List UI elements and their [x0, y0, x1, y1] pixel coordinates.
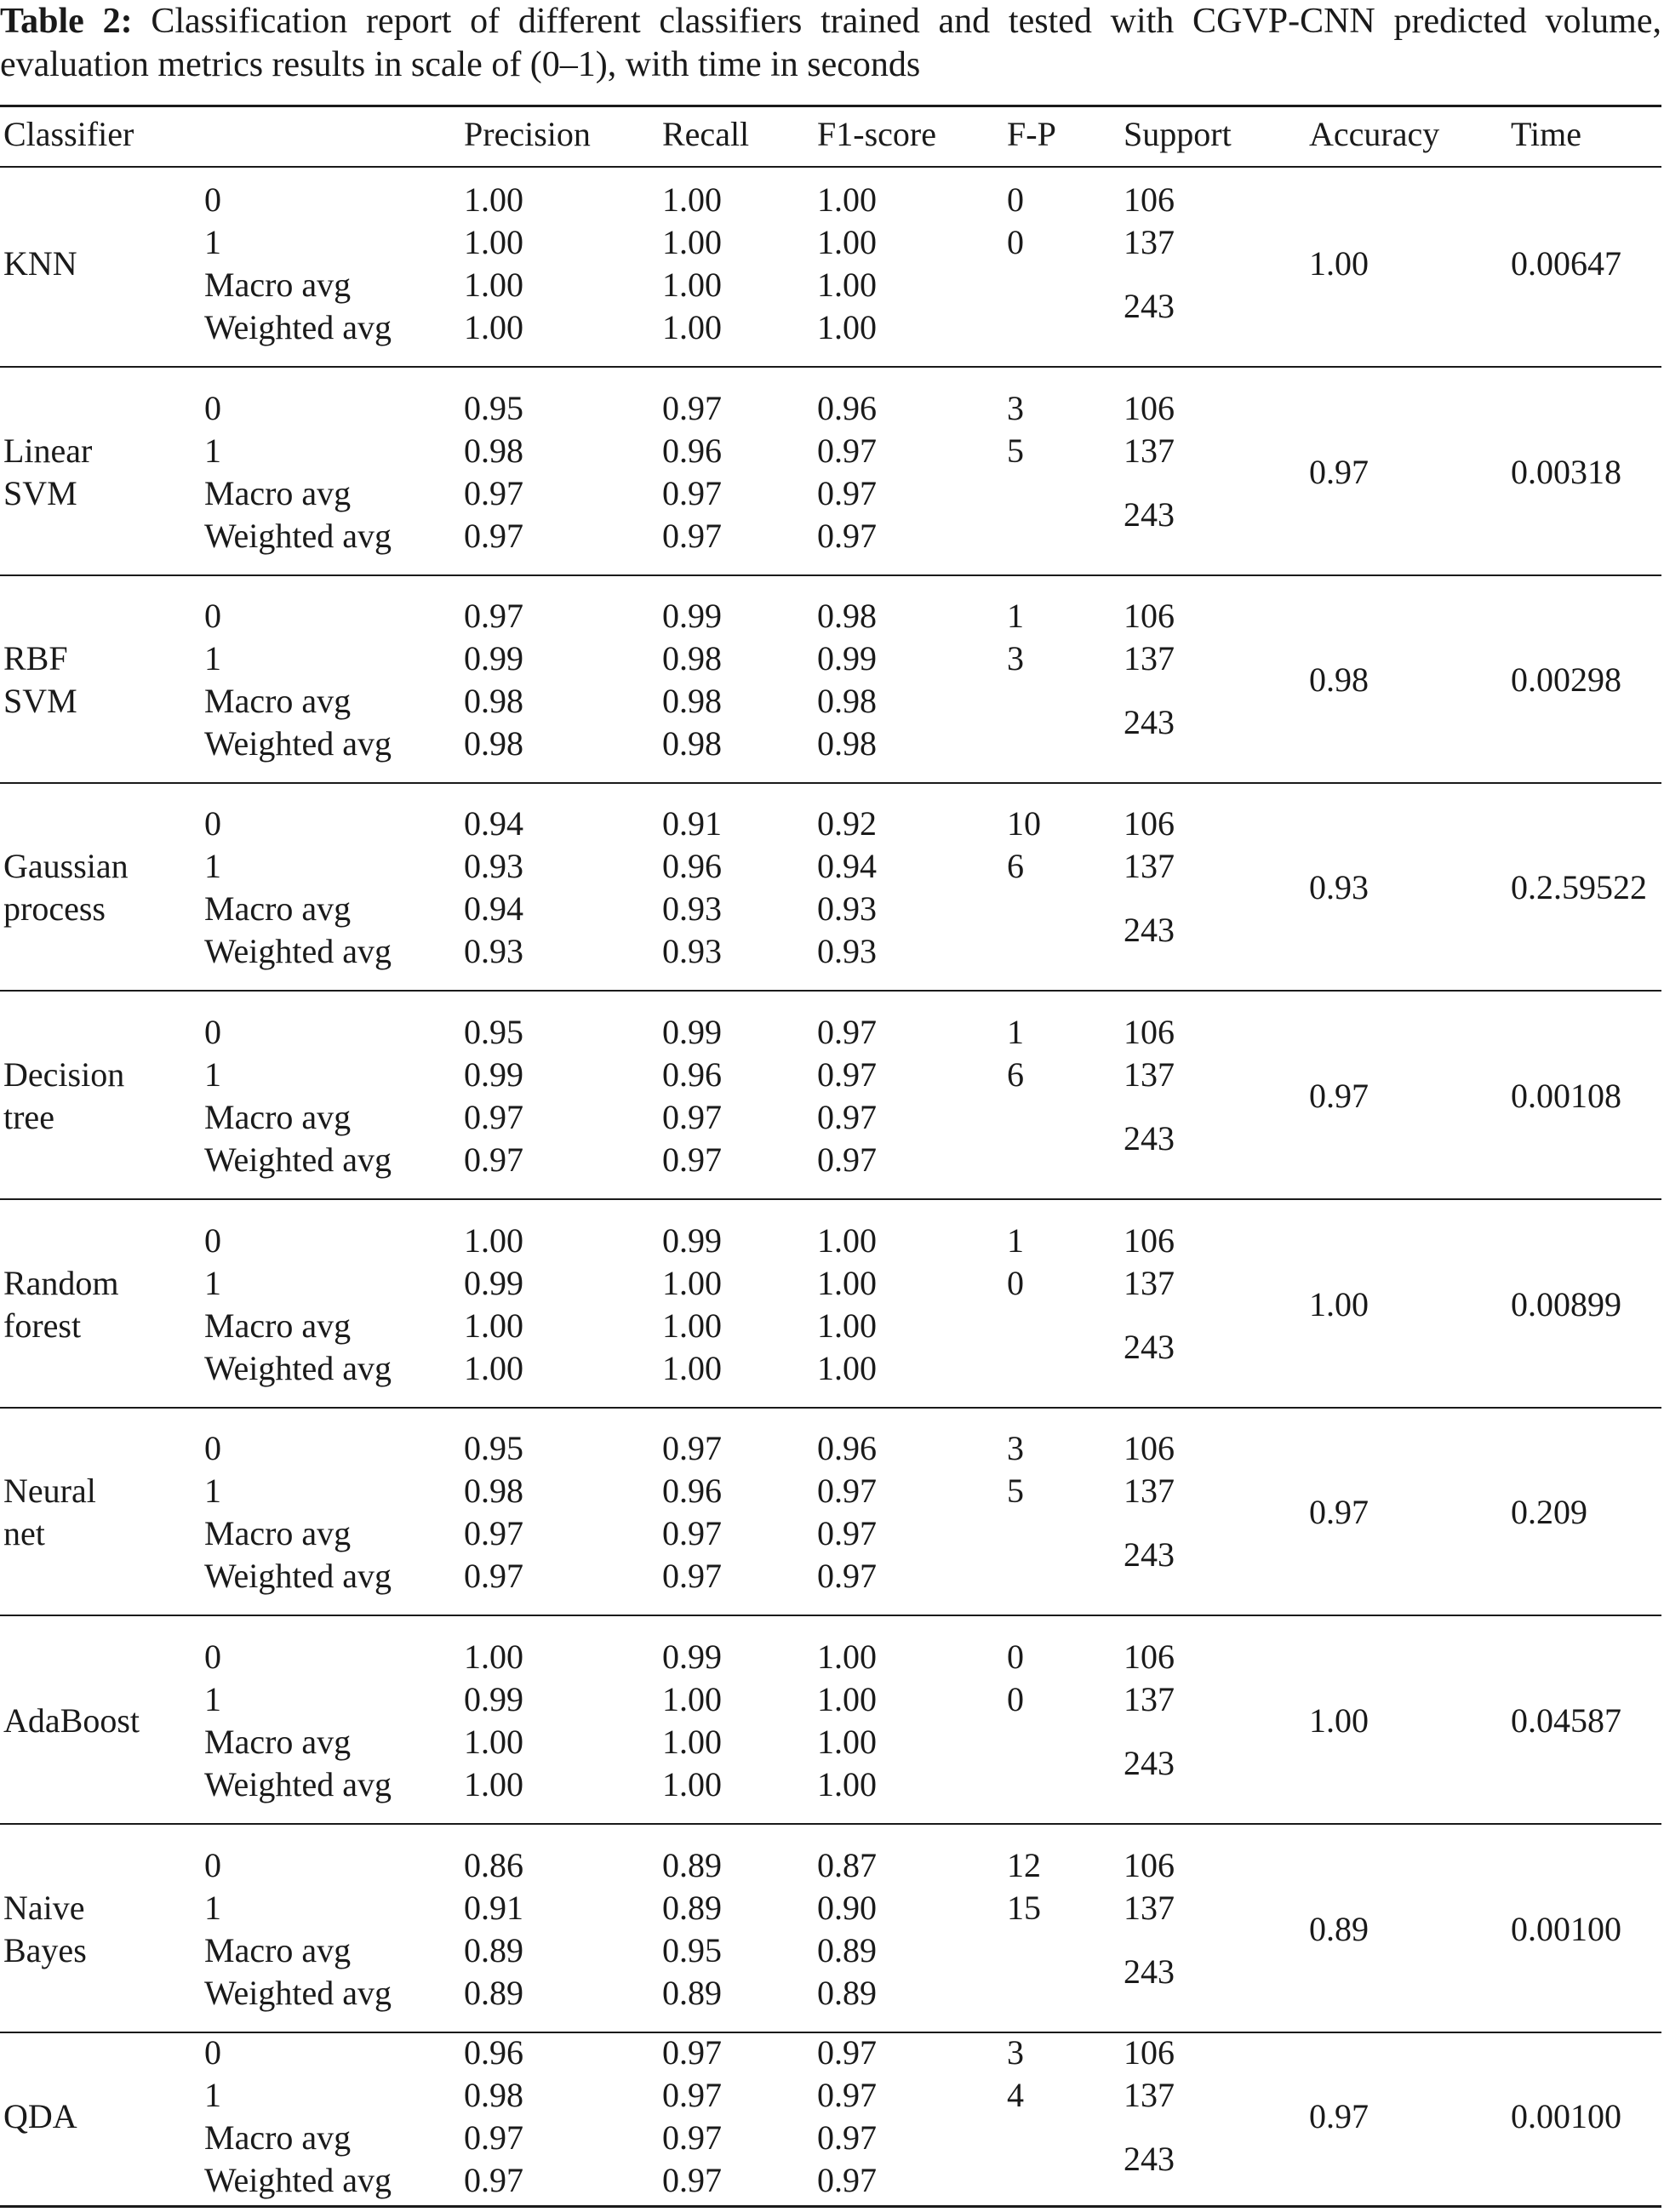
- classifier-name: tree: [3, 1098, 54, 1136]
- class-1-precision-cell: 0.91: [464, 1889, 523, 1927]
- avg-support-cell: 243: [1124, 703, 1175, 741]
- class-0-recall-cell: 0.99: [662, 1013, 722, 1051]
- class-1-f1-cell: 0.90: [817, 1889, 877, 1927]
- class-1-precision-cell: 0.99: [464, 639, 523, 677]
- class-0-support-cell: 106: [1124, 1013, 1175, 1051]
- block-separator-rule: [0, 782, 1661, 784]
- weighted-avg-class-cell: Weighted avg: [204, 1557, 392, 1595]
- macro-avg-recall-cell: 1.00: [662, 1723, 722, 1761]
- class-1-f1-cell: 0.97: [817, 1055, 877, 1094]
- avg-support-cell: 243: [1124, 2140, 1175, 2178]
- class-1-support-cell: 137: [1124, 432, 1175, 470]
- class-1-class-cell: 1: [204, 847, 221, 885]
- header-classifier: Classifier: [3, 115, 134, 153]
- avg-support-cell: 243: [1124, 1535, 1175, 1574]
- class-1-recall-cell: 0.89: [662, 1889, 722, 1927]
- class-0-support-cell: 106: [1124, 180, 1175, 219]
- time-cell: 0.2.59522: [1511, 868, 1647, 906]
- table-caption-text: Classification report of different classifiers trained and tested with CGVP-CNN predicted volume, evaluation metrics results in scale of (0–1), with time in seconds: [0, 2, 1661, 84]
- class-0-recall-cell: 0.99: [662, 1638, 722, 1676]
- macro-avg-recall-cell: 0.98: [662, 682, 722, 720]
- class-1-class-cell: 1: [204, 1889, 221, 1927]
- class-0-precision-cell: 0.97: [464, 597, 523, 635]
- class-1-precision-cell: 1.00: [464, 223, 523, 261]
- class-1-f1-cell: 0.94: [817, 847, 877, 885]
- avg-support-cell: 243: [1124, 1328, 1175, 1366]
- macro-avg-class-cell: Macro avg: [204, 1098, 352, 1136]
- class-1-support-cell: 137: [1124, 2076, 1175, 2114]
- weighted-avg-recall-cell: 0.97: [662, 1140, 722, 1179]
- macro-avg-f1-cell: 0.97: [817, 1514, 877, 1552]
- accuracy-cell: 1.00: [1309, 1701, 1369, 1740]
- class-0-class-cell: 0: [204, 804, 221, 843]
- classifier-name: SVM: [3, 474, 77, 512]
- class-1-fp-cell: 4: [1007, 2076, 1024, 2114]
- class-1-fp-cell: 0: [1007, 1264, 1024, 1302]
- weighted-avg-class-cell: Weighted avg: [204, 1349, 392, 1387]
- class-0-support-cell: 106: [1124, 389, 1175, 427]
- class-0-support-cell: 106: [1124, 804, 1175, 843]
- classifier-name: Decision: [3, 1055, 125, 1094]
- class-1-class-cell: 1: [204, 432, 221, 470]
- class-0-f1-cell: 1.00: [817, 1638, 877, 1676]
- macro-avg-recall-cell: 0.93: [662, 889, 722, 928]
- class-1-class-cell: 1: [204, 1472, 221, 1510]
- class-0-precision-cell: 0.94: [464, 804, 523, 843]
- weighted-avg-class-cell: Weighted avg: [204, 724, 392, 763]
- class-0-class-cell: 0: [204, 389, 221, 427]
- macro-avg-precision-cell: 0.97: [464, 2118, 523, 2157]
- weighted-avg-f1-cell: 1.00: [817, 1349, 877, 1387]
- weighted-avg-recall-cell: 0.97: [662, 517, 722, 555]
- weighted-avg-recall-cell: 0.89: [662, 1974, 722, 2012]
- class-0-support-cell: 106: [1124, 2033, 1175, 2072]
- macro-avg-class-cell: Macro avg: [204, 889, 352, 928]
- class-1-fp-cell: 15: [1007, 1889, 1041, 1927]
- class-1-class-cell: 1: [204, 1680, 221, 1718]
- macro-avg-recall-cell: 0.95: [662, 1931, 722, 1969]
- weighted-avg-class-cell: Weighted avg: [204, 2161, 392, 2199]
- classifier-name: Naive: [3, 1889, 85, 1927]
- weighted-avg-f1-cell: 0.97: [817, 1557, 877, 1595]
- macro-avg-recall-cell: 0.97: [662, 474, 722, 512]
- class-0-support-cell: 106: [1124, 1846, 1175, 1884]
- block-separator-rule: [0, 366, 1661, 368]
- class-1-precision-cell: 0.98: [464, 2076, 523, 2114]
- class-0-recall-cell: 0.97: [662, 1429, 722, 1467]
- class-1-recall-cell: 1.00: [662, 223, 722, 261]
- class-0-fp-cell: 12: [1007, 1846, 1041, 1884]
- macro-avg-precision-cell: 1.00: [464, 1306, 523, 1345]
- weighted-avg-f1-cell: 0.97: [817, 2161, 877, 2199]
- classifier-name: AdaBoost: [3, 1701, 140, 1740]
- weighted-avg-f1-cell: 0.97: [817, 517, 877, 555]
- class-0-fp-cell: 1: [1007, 597, 1024, 635]
- macro-avg-f1-cell: 0.97: [817, 1098, 877, 1136]
- class-1-f1-cell: 0.97: [817, 1472, 877, 1510]
- weighted-avg-recall-cell: 0.97: [662, 2161, 722, 2199]
- macro-avg-precision-cell: 1.00: [464, 266, 523, 304]
- macro-avg-class-cell: Macro avg: [204, 1931, 352, 1969]
- class-0-recall-cell: 1.00: [662, 180, 722, 219]
- class-0-f1-cell: 1.00: [817, 180, 877, 219]
- class-1-class-cell: 1: [204, 1055, 221, 1094]
- block-separator-rule: [0, 1823, 1661, 1825]
- header-recall: Recall: [662, 115, 750, 153]
- weighted-avg-class-cell: Weighted avg: [204, 1765, 392, 1803]
- class-1-recall-cell: 0.96: [662, 432, 722, 470]
- class-1-recall-cell: 1.00: [662, 1264, 722, 1302]
- classifier-name: Linear: [3, 432, 93, 470]
- class-1-precision-cell: 0.99: [464, 1680, 523, 1718]
- class-1-class-cell: 1: [204, 2076, 221, 2114]
- header-accuracy: Accuracy: [1309, 115, 1440, 153]
- weighted-avg-recall-cell: 0.93: [662, 932, 722, 970]
- class-1-recall-cell: 1.00: [662, 1680, 722, 1718]
- macro-avg-class-cell: Macro avg: [204, 266, 352, 304]
- table-bottom-rule: [0, 2205, 1661, 2208]
- class-0-f1-cell: 0.96: [817, 1429, 877, 1467]
- weighted-avg-class-cell: Weighted avg: [204, 932, 392, 970]
- time-cell: 0.00318: [1511, 453, 1621, 491]
- class-1-precision-cell: 0.98: [464, 1472, 523, 1510]
- class-1-support-cell: 137: [1124, 1264, 1175, 1302]
- class-1-precision-cell: 0.99: [464, 1264, 523, 1302]
- class-1-support-cell: 137: [1124, 223, 1175, 261]
- class-0-fp-cell: 1: [1007, 1221, 1024, 1260]
- weighted-avg-f1-cell: 1.00: [817, 308, 877, 346]
- class-0-class-cell: 0: [204, 1013, 221, 1051]
- class-1-f1-cell: 0.97: [817, 432, 877, 470]
- weighted-avg-precision-cell: 0.98: [464, 724, 523, 763]
- macro-avg-class-cell: Macro avg: [204, 1306, 352, 1345]
- class-0-class-cell: 0: [204, 2033, 221, 2072]
- weighted-avg-f1-cell: 0.98: [817, 724, 877, 763]
- macro-avg-recall-cell: 1.00: [662, 266, 722, 304]
- weighted-avg-precision-cell: 1.00: [464, 1349, 523, 1387]
- block-separator-rule: [0, 574, 1661, 576]
- macro-avg-class-cell: Macro avg: [204, 1723, 352, 1761]
- macro-avg-f1-cell: 0.89: [817, 1931, 877, 1969]
- class-1-precision-cell: 0.99: [464, 1055, 523, 1094]
- weighted-avg-precision-cell: 0.97: [464, 2161, 523, 2199]
- classifier-name: RBF: [3, 639, 68, 677]
- class-1-f1-cell: 0.97: [817, 2076, 877, 2114]
- class-0-fp-cell: 10: [1007, 804, 1041, 843]
- class-0-support-cell: 106: [1124, 1221, 1175, 1260]
- header-rule: [0, 166, 1661, 168]
- accuracy-cell: 0.97: [1309, 453, 1369, 491]
- class-1-precision-cell: 0.93: [464, 847, 523, 885]
- class-1-fp-cell: 5: [1007, 1472, 1024, 1510]
- class-0-support-cell: 106: [1124, 1638, 1175, 1676]
- weighted-avg-precision-cell: 0.93: [464, 932, 523, 970]
- classifier-name: forest: [3, 1306, 82, 1345]
- class-1-support-cell: 137: [1124, 1889, 1175, 1927]
- macro-avg-f1-cell: 1.00: [817, 1723, 877, 1761]
- macro-avg-f1-cell: 0.97: [817, 2118, 877, 2157]
- block-separator-rule: [0, 1615, 1661, 1616]
- weighted-avg-class-cell: Weighted avg: [204, 1140, 392, 1179]
- weighted-avg-f1-cell: 0.93: [817, 932, 877, 970]
- class-0-f1-cell: 0.87: [817, 1846, 877, 1884]
- class-1-support-cell: 137: [1124, 1680, 1175, 1718]
- weighted-avg-precision-cell: 1.00: [464, 308, 523, 346]
- class-1-fp-cell: 3: [1007, 639, 1024, 677]
- class-0-f1-cell: 0.97: [817, 1013, 877, 1051]
- macro-avg-class-cell: Macro avg: [204, 2118, 352, 2157]
- class-0-precision-cell: 0.95: [464, 1429, 523, 1467]
- macro-avg-recall-cell: 1.00: [662, 1306, 722, 1345]
- avg-support-cell: 243: [1124, 911, 1175, 949]
- class-0-class-cell: 0: [204, 1638, 221, 1676]
- weighted-avg-class-cell: Weighted avg: [204, 1974, 392, 2012]
- classifier-name: net: [3, 1514, 45, 1552]
- avg-support-cell: 243: [1124, 1952, 1175, 1991]
- class-0-fp-cell: 3: [1007, 389, 1024, 427]
- macro-avg-class-cell: Macro avg: [204, 682, 352, 720]
- accuracy-cell: 1.00: [1309, 1285, 1369, 1323]
- macro-avg-f1-cell: 1.00: [817, 266, 877, 304]
- class-0-precision-cell: 0.95: [464, 389, 523, 427]
- class-1-support-cell: 137: [1124, 1055, 1175, 1094]
- class-0-class-cell: 0: [204, 180, 221, 219]
- class-0-class-cell: 0: [204, 1221, 221, 1260]
- class-0-fp-cell: 1: [1007, 1013, 1024, 1051]
- weighted-avg-recall-cell: 0.97: [662, 1557, 722, 1595]
- macro-avg-precision-cell: 0.97: [464, 474, 523, 512]
- avg-support-cell: 243: [1124, 1119, 1175, 1157]
- class-0-precision-cell: 1.00: [464, 1638, 523, 1676]
- time-cell: 0.04587: [1511, 1701, 1621, 1740]
- classifier-name: Random: [3, 1264, 119, 1302]
- class-0-precision-cell: 0.95: [464, 1013, 523, 1051]
- macro-avg-f1-cell: 0.97: [817, 474, 877, 512]
- class-1-support-cell: 137: [1124, 639, 1175, 677]
- class-1-fp-cell: 0: [1007, 1680, 1024, 1718]
- time-cell: 0.00298: [1511, 660, 1621, 699]
- macro-avg-recall-cell: 0.97: [662, 2118, 722, 2157]
- class-0-f1-cell: 0.92: [817, 804, 877, 843]
- class-1-f1-cell: 0.99: [817, 639, 877, 677]
- class-1-f1-cell: 1.00: [817, 223, 877, 261]
- class-1-f1-cell: 1.00: [817, 1680, 877, 1718]
- class-1-class-cell: 1: [204, 223, 221, 261]
- class-1-fp-cell: 6: [1007, 847, 1024, 885]
- block-separator-rule: [0, 1407, 1661, 1409]
- class-1-f1-cell: 1.00: [817, 1264, 877, 1302]
- header-f-p: F-P: [1007, 115, 1056, 153]
- macro-avg-precision-cell: 0.97: [464, 1514, 523, 1552]
- class-1-fp-cell: 0: [1007, 223, 1024, 261]
- class-1-support-cell: 137: [1124, 847, 1175, 885]
- accuracy-cell: 0.97: [1309, 1077, 1369, 1115]
- class-0-recall-cell: 0.89: [662, 1846, 722, 1884]
- header-time: Time: [1511, 115, 1582, 153]
- class-0-f1-cell: 1.00: [817, 1221, 877, 1260]
- class-0-precision-cell: 0.86: [464, 1846, 523, 1884]
- time-cell: 0.00899: [1511, 1285, 1621, 1323]
- class-0-fp-cell: 3: [1007, 2033, 1024, 2072]
- weighted-avg-precision-cell: 0.97: [464, 1557, 523, 1595]
- class-0-recall-cell: 0.97: [662, 2033, 722, 2072]
- class-0-recall-cell: 0.91: [662, 804, 722, 843]
- classifier-name: KNN: [3, 244, 77, 283]
- class-0-support-cell: 106: [1124, 597, 1175, 635]
- macro-avg-precision-cell: 0.94: [464, 889, 523, 928]
- table-label: Table 2:: [0, 2, 133, 41]
- block-separator-rule: [0, 1198, 1661, 1200]
- macro-avg-class-cell: Macro avg: [204, 1514, 352, 1552]
- block-separator-rule: [0, 990, 1661, 992]
- header-support: Support: [1124, 115, 1232, 153]
- avg-support-cell: 243: [1124, 495, 1175, 534]
- class-1-recall-cell: 0.96: [662, 847, 722, 885]
- weighted-avg-recall-cell: 1.00: [662, 308, 722, 346]
- macro-avg-precision-cell: 0.97: [464, 1098, 523, 1136]
- class-1-recall-cell: 0.96: [662, 1055, 722, 1094]
- weighted-avg-precision-cell: 1.00: [464, 1765, 523, 1803]
- class-1-class-cell: 1: [204, 1264, 221, 1302]
- class-1-fp-cell: 6: [1007, 1055, 1024, 1094]
- weighted-avg-precision-cell: 0.89: [464, 1974, 523, 2012]
- table-top-rule: [0, 105, 1661, 107]
- macro-avg-f1-cell: 1.00: [817, 1306, 877, 1345]
- class-1-class-cell: 1: [204, 639, 221, 677]
- weighted-avg-recall-cell: 0.98: [662, 724, 722, 763]
- class-0-support-cell: 106: [1124, 1429, 1175, 1467]
- class-0-recall-cell: 0.99: [662, 1221, 722, 1260]
- accuracy-cell: 0.97: [1309, 1493, 1369, 1531]
- time-cell: 0.00100: [1511, 1910, 1621, 1948]
- accuracy-cell: 0.93: [1309, 868, 1369, 906]
- class-1-recall-cell: 0.97: [662, 2076, 722, 2114]
- class-1-fp-cell: 5: [1007, 432, 1024, 470]
- avg-support-cell: 243: [1124, 287, 1175, 325]
- accuracy-cell: 0.89: [1309, 1910, 1369, 1948]
- classifier-name: SVM: [3, 682, 77, 720]
- macro-avg-precision-cell: 0.98: [464, 682, 523, 720]
- macro-avg-class-cell: Macro avg: [204, 474, 352, 512]
- weighted-avg-precision-cell: 0.97: [464, 1140, 523, 1179]
- macro-avg-f1-cell: 0.93: [817, 889, 877, 928]
- header-precision: Precision: [464, 115, 591, 153]
- class-0-recall-cell: 0.99: [662, 597, 722, 635]
- time-cell: 0.209: [1511, 1493, 1587, 1531]
- classifier-name: Bayes: [3, 1931, 87, 1969]
- classifier-name: Gaussian: [3, 847, 129, 885]
- class-1-recall-cell: 0.98: [662, 639, 722, 677]
- weighted-avg-recall-cell: 1.00: [662, 1765, 722, 1803]
- macro-avg-recall-cell: 0.97: [662, 1514, 722, 1552]
- class-0-precision-cell: 0.96: [464, 2033, 523, 2072]
- macro-avg-f1-cell: 0.98: [817, 682, 877, 720]
- class-0-class-cell: 0: [204, 1846, 221, 1884]
- macro-avg-recall-cell: 0.97: [662, 1098, 722, 1136]
- weighted-avg-class-cell: Weighted avg: [204, 308, 392, 346]
- time-cell: 0.00100: [1511, 2097, 1621, 2135]
- class-0-precision-cell: 1.00: [464, 1221, 523, 1260]
- class-1-support-cell: 137: [1124, 1472, 1175, 1510]
- accuracy-cell: 0.97: [1309, 2097, 1369, 2135]
- avg-support-cell: 243: [1124, 1744, 1175, 1782]
- weighted-avg-class-cell: Weighted avg: [204, 517, 392, 555]
- time-cell: 0.00108: [1511, 1077, 1621, 1115]
- table-caption: [0, 0, 1661, 87]
- time-cell: 0.00647: [1511, 244, 1621, 283]
- class-0-fp-cell: 3: [1007, 1429, 1024, 1467]
- macro-avg-precision-cell: 1.00: [464, 1723, 523, 1761]
- accuracy-cell: 1.00: [1309, 244, 1369, 283]
- class-0-f1-cell: 0.96: [817, 389, 877, 427]
- class-0-class-cell: 0: [204, 1429, 221, 1467]
- class-0-class-cell: 0: [204, 597, 221, 635]
- class-1-recall-cell: 0.96: [662, 1472, 722, 1510]
- weighted-avg-precision-cell: 0.97: [464, 517, 523, 555]
- header-f1-score: F1-score: [817, 115, 936, 153]
- class-0-precision-cell: 1.00: [464, 180, 523, 219]
- classifier-name: process: [3, 889, 106, 928]
- class-0-f1-cell: 0.98: [817, 597, 877, 635]
- weighted-avg-f1-cell: 1.00: [817, 1765, 877, 1803]
- classifier-name: Neural: [3, 1472, 96, 1510]
- class-0-fp-cell: 0: [1007, 180, 1024, 219]
- accuracy-cell: 0.98: [1309, 660, 1369, 699]
- class-0-fp-cell: 0: [1007, 1638, 1024, 1676]
- class-0-recall-cell: 0.97: [662, 389, 722, 427]
- macro-avg-precision-cell: 0.89: [464, 1931, 523, 1969]
- classifier-name: QDA: [3, 2097, 77, 2135]
- class-1-precision-cell: 0.98: [464, 432, 523, 470]
- weighted-avg-recall-cell: 1.00: [662, 1349, 722, 1387]
- weighted-avg-f1-cell: 0.89: [817, 1974, 877, 2012]
- class-0-f1-cell: 0.97: [817, 2033, 877, 2072]
- weighted-avg-f1-cell: 0.97: [817, 1140, 877, 1179]
